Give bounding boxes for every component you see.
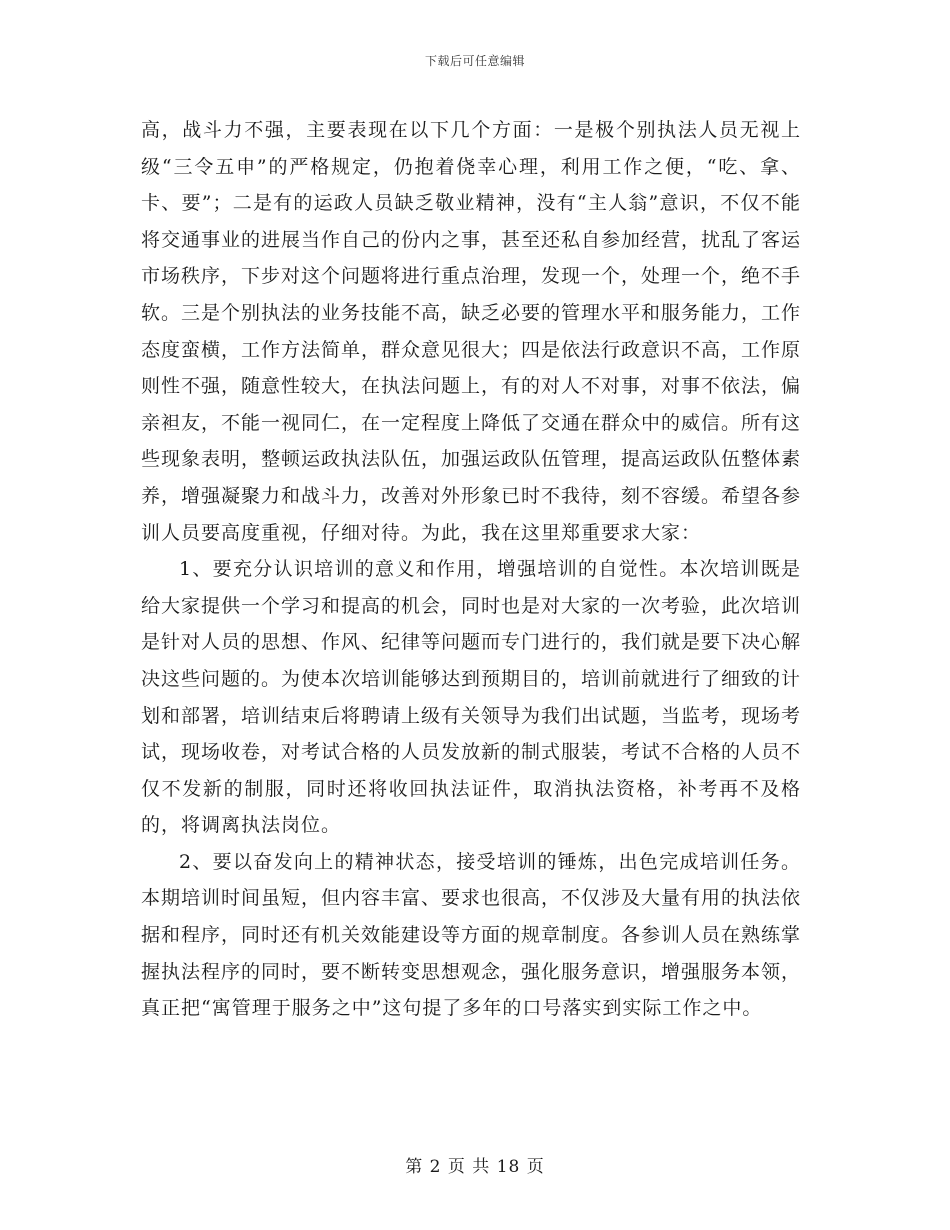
paragraph-point-2: 2、要以奋发向上的精神状态，接受培训的锤炼，出色完成培训任务。本期培训时间虽短，但内容丰富、要求也很高，不仅涉及大量有用的执法依据和程序，同时还有机关效能建设等方面的规章制度。各参训人员在熟练掌握执法程序的同时，要不断转变思想观念，强化服务意识，增强服务本领，真正把“寓管理于服务之中”这句提了多年的口号落实到实际工作之中。 xyxy=(141,850,802,1020)
paragraph-continued: 高，战斗力不强，主要表现在以下几个方面：一是极个别执法人员无视上级“三令五申”的严格规定，仍抱着侥幸心理，利用工作之便，“吃、拿、卡、要”；二是有的运政人员缺乏敬业精神，没有“主人翁”意识，不仅不能将交通事业的进展当作自己的份内之事，甚至还私自参加经营，扰乱了客运市场秩序，下步对这个问题将进行重点治理，发现一个，处理一个，绝不手软。三是个别执法的业务技能不高，缺乏必要的管理水平和服务能力，工作态度蛮横，工作方法简单，群众意见很大；四是依法行政意识不高，工作原则性不强，随意性较大，在执法问题上，有的对人不对事，对事不依法，偏亲袒友，不能一视同仁，在一定程度上降低了交通在群众中的威信。所有这些现象表明，整顿运政执法队伍，加强运政队伍管理，提高运政队伍整体素养，增强凝聚力和战斗力，改善对外形象已时不我待，刻不容缓。希望各参训人员要高度重视，仔细对待。为此，我在这里郑重要求大家： xyxy=(141,119,802,544)
document-body xyxy=(141,112,801,1027)
page-footer: 第 2 页 共 18 页 xyxy=(405,1157,545,1177)
paragraph-point-1: 1、要充分认识培训的意义和作用，增强培训的自觉性。本次培训既是给大家提供一个学习和提高的机会，同时也是对大家的一次考验，此次培训是针对人员的思想、作风、纪律等问题而专门进行的，我们就是要下决心解决这些问题的。为使本次培训能够达到预期目的，培训前就进行了细致的计划和部署，培训结束后将聘请上级有关领导为我们出试题，当监考，现场考试，现场收卷，对考试合格的人员发放新的制式服装，考试不合格的人员不仅不发新的制服，同时还将收回执法证件，取消执法资格，补考再不及格的，将调离执法岗位。 xyxy=(141,558,802,837)
page-header: 下载后可任意编辑 xyxy=(424,54,525,68)
